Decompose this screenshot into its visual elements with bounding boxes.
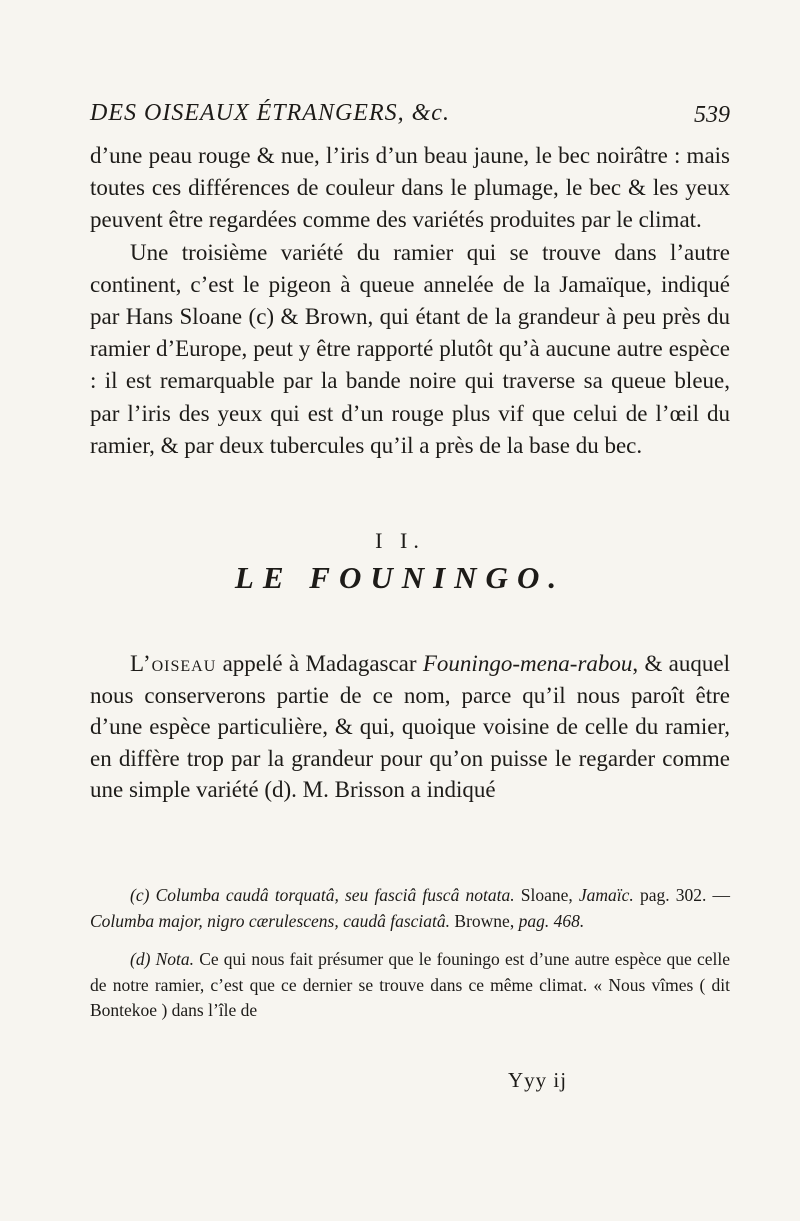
footnote-place: Jamaïc. (578, 885, 634, 905)
paragraph-text-rest: , & auquel nous conserverons partie de ce nom, parce qu’il nous paroît être d’une espèce particulière, & qui, quoique voisine de celle du ramier, en diffère trop par la grandeur pour qu’on puisse le regarder comme une simple variété (d). M. Brisson a indiqué (90, 651, 730, 802)
footnote-page: pag. 468. (518, 910, 585, 931)
page-number: 539 (694, 102, 730, 128)
section-title: LE FOUNINGO. (234, 560, 566, 595)
paragraph-third-variety: Une troisième variété du ramier qui se trouve dans l’autre continent, c’est le pigeon à queue annelée de la Jamaïque, indiqué par Hans Sloane (c) & Brown, qui étant de la grandeur à peu près du ramier d’Europe, peut y être rapporté plutôt qu’à aucune autre espèce : il est remarquable par la bande noire qui traverse sa queue bleue, par l’iris des yeux qui est d’un rouge plus vif que celui de l’œil du ramier, & par deux tubercules qu’il a près de la base du bec. (90, 239, 730, 458)
footnote-latin: Columba major, nigro cærulescens, caudâ fasciatâ. (90, 910, 451, 931)
footnote-marker: (c) (130, 885, 150, 905)
body-text (90, 140, 730, 462)
footnote-marker: (d) (130, 949, 151, 969)
section-body (90, 648, 730, 806)
footnote-d (90, 947, 730, 1024)
section-number: I I. (375, 528, 425, 553)
footnote-latin: Columba caudâ torquatâ, seu fasciâ fuscâ notata. (155, 885, 515, 905)
footnote-label: Nota. (155, 949, 195, 969)
paragraph-continued: d’une peau rouge & nue, l’iris d’un beau jaune, le bec noirâtre : mais toutes ces différences de couleur dans le plumage, le bec & les yeux peuvent être regardées comme des variétés produites par le climat. (90, 143, 730, 233)
running-head (90, 100, 730, 140)
footnote-ref: Browne, (450, 910, 519, 931)
signature-mark: Yyy ij (508, 1068, 568, 1092)
paragraph-lead: L’oiseau (130, 651, 217, 676)
running-title: DES OISEAUX ÉTRANGERS, &c. (90, 100, 450, 126)
footnotes (90, 883, 730, 1024)
footnote-c (90, 883, 730, 934)
footnote-ref: Sloane, (514, 885, 579, 905)
paragraph-founingo (90, 648, 730, 806)
footnote-text: Ce qui nous fait présumer que le founingo est d’une autre espèce que celle de notre ramier, c’est que ce dernier se trouve dans ce même climat. « Nous vîmes ( dit Bontekoe ) dans l’île de (90, 949, 731, 1020)
footnote-ref: pag. 302. — (633, 885, 730, 905)
paragraph-text-before-name: appelé à Madagascar (216, 651, 423, 676)
native-name: Founingo-mena-rabou (422, 651, 633, 676)
